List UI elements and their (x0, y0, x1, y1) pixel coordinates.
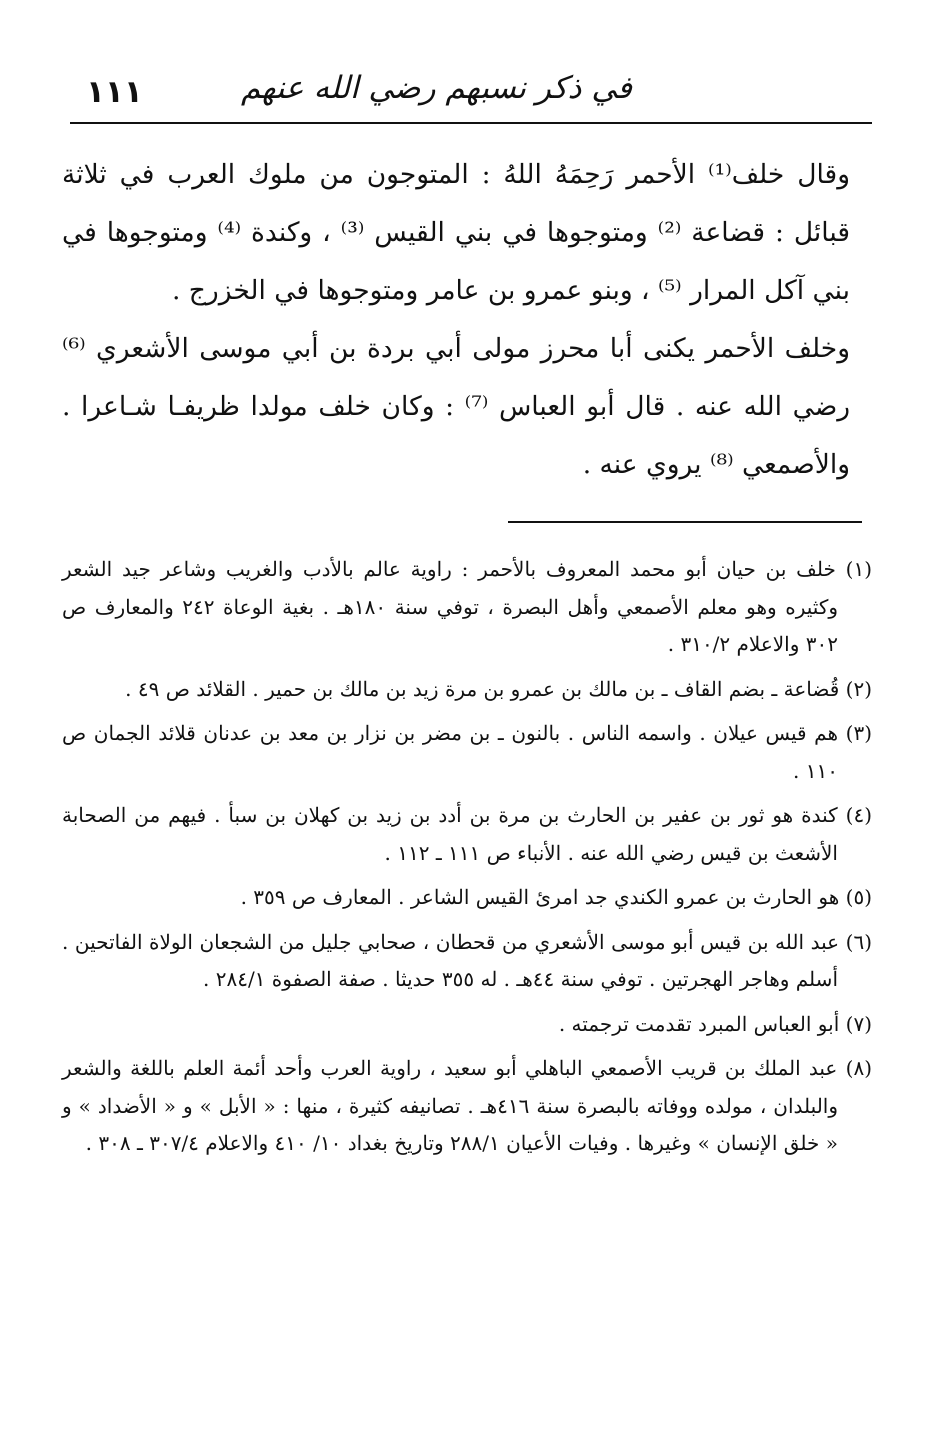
footnote-number: (٧) (845, 1011, 872, 1036)
footnote-number: (٦) (845, 929, 872, 954)
footnote-8 (62, 1050, 872, 1163)
footnote-text: أبو العباس المبرد تقدمت ترجمته . (558, 1011, 840, 1036)
footnote-2 (62, 671, 872, 709)
footnote-text: عبد الله بن قيس أبو موسى الأشعري من قحطان ، صحابي جليل من الشجعان الولاة الفاتحين . أسلم وهاجر الهجرتين . توفي سنة ٤٤هـ . له ٣٥٥ حديثا . صفة الصفوة ٢٨٤/١ . (62, 929, 840, 991)
footnote-number: (١) (845, 557, 873, 581)
header-divider (70, 122, 872, 124)
footnote-divider (508, 521, 862, 523)
footnote-text: هو الحارث بن عمرو الكندي جد امرئ القيس الشاعر . المعارف ص ٣٥٩ . (240, 885, 840, 909)
page-number: ١١١ (86, 74, 143, 110)
footnote-text: عبد الملك بن قريب الأصمعي الباهلي أبو سعيد ، راوية العرب وأحد أئمة العلم باللغة والشعر والبلدان ، مولده ووفاته بالبصرة سنة ٤١٦هـ . تصانيفه كثيرة ، منها : « الأبل » و « الأضداد » و « خلق الإنسان » وغيرها . وفيات الأعيان ٢٨٨/١ وتاريخ بغداد ١٠/ ٤١٠ والاعلام ٣٠٧/٤ ـ ٣٠٨ . (62, 1056, 838, 1155)
footnote-1 (62, 551, 872, 664)
footnote-4 (62, 797, 872, 872)
footnote-3 (62, 715, 872, 790)
footnote-number: (٤) (845, 803, 872, 827)
footnote-5 (62, 879, 872, 917)
footnote-number: (٢) (845, 676, 872, 701)
page-header (70, 50, 872, 126)
footnote-text: كندة هو ثور بن عفير بن الحارث بن مرة بن أدد بن زيد بن كهلان بن سبأ . فيهم من الصحابة الأشعث بن قيس رضي الله عنه . الأنباء ص ١١١ ـ ١١٢ . (62, 803, 838, 865)
running-title: في ذكر نسبهم رضي الله عنهم (241, 70, 632, 106)
footnotes (62, 551, 872, 1170)
footnote-number: (٥) (845, 885, 872, 909)
footnote-number: (٨) (845, 1056, 872, 1080)
footnote-text: خلف بن حيان أبو محمد المعروف بالأحمر : راوية عالم بالأدب والغريب وشاعر جيد الشعر وكثيره وهو معلم الأصمعي وأهل البصرة ، توفي سنة ١٨٠هـ . بغية الوعاة ٢٤٢ والمعارف ص ٣٠٢ والاعلام ٣١٠/٢ . (62, 557, 839, 656)
footnote-6 (62, 924, 872, 999)
main-text (62, 146, 872, 494)
footnote-7 (62, 1006, 872, 1044)
main-paragraph-1: وقال خلف⁽¹⁾ الأحمر رَحِمَهُ اللهُ : المتوجون من ملوك العرب في ثلاثة قبائل : قضاعة ⁽²⁾ ومتوجوها في بني القيس ⁽³⁾ ، وكندة ⁽⁴⁾ ومتوجوها في بني آكل المرار ⁽⁵⁾ ، وبنو عمرو بن عامر ومتوجوها في الخزرج . (62, 159, 850, 306)
main-paragraph-2: وخلف الأحمر يكنى أبا محرز مولى أبي بردة بن أبي موسى الأشعري ⁽⁶⁾ رضي الله عنه . قال أبو العباس ⁽⁷⁾ : وكان خلف مولدا ظريفـا شـاعرا . والأصمعي ⁽⁸⁾ يروي عنه . (62, 333, 851, 480)
footnote-text: قُضاعة ـ بضم القاف ـ بن مالك بن عمرو بن مرة زيد بن مالك بن حمير . القلائد ص ٤٩ . (125, 676, 840, 701)
footnote-text: هم قيس عيلان . واسمه الناس . بالنون ـ بن مضر بن نزار بن معد بن عدنان قلائد الجمان ص ١١٠ . (62, 721, 839, 783)
footnote-number: (٣) (845, 721, 873, 745)
